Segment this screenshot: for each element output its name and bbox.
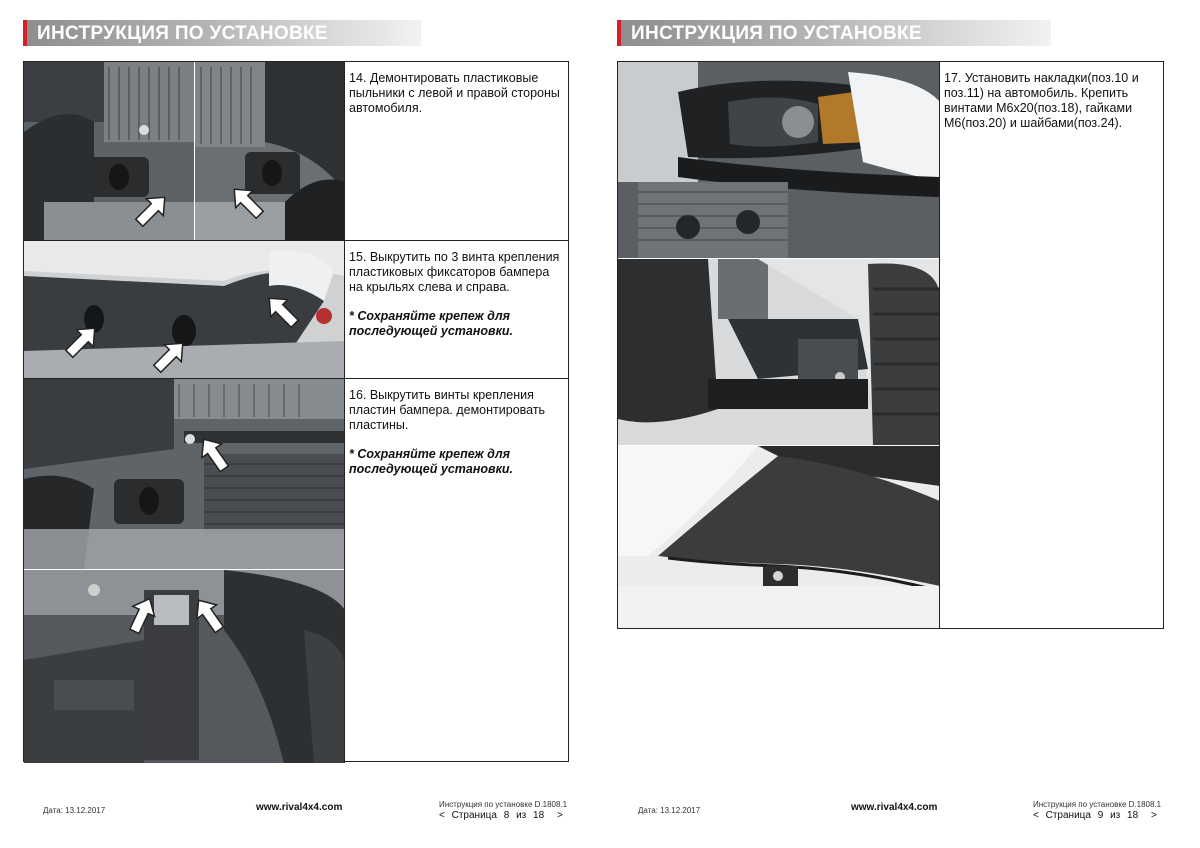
- step-14-text-cell: [345, 62, 568, 240]
- step-row-17: [618, 62, 1163, 628]
- next-page-button[interactable]: >: [1150, 810, 1157, 821]
- step-15-description: 15. Выкрутить по 3 винта крепления пластиковых фиксаторов бампера на крыльях слева и справа.: [349, 250, 560, 294]
- step-17-photo-headlight: [618, 62, 940, 258]
- step-15-photos: [24, 241, 345, 378]
- step-15-photo: [24, 241, 345, 378]
- step-16-description: 16. Выкрутить винты крепления пластин бампера. демонтировать пластины.: [349, 388, 546, 432]
- step-17-description: 17. Установить накладки(поз.10 и поз.11) на автомобиль. Крепить винтами М6х20(поз.18), гайками М6(поз.20) и шайбами(поз.24).: [944, 71, 1139, 130]
- footer-website-link[interactable]: www.rival4x4.com: [256, 802, 343, 813]
- page-9: [600, 0, 1200, 848]
- footer-pager: [439, 810, 567, 821]
- step-row-14: [24, 62, 568, 240]
- pager-current-page: 9: [1097, 810, 1104, 821]
- step-14-description: 14. Демонтировать пластиковые пыльники с левой и правой стороны автомобиля.: [349, 71, 560, 115]
- pager-of-label: из: [516, 810, 527, 821]
- pager-current-page: 8: [503, 810, 510, 821]
- step-16-photos: [24, 379, 345, 763]
- page-header: [617, 20, 1051, 46]
- footer-pager: [1033, 810, 1161, 821]
- pager-page-label: Страница: [1045, 810, 1091, 821]
- pager-of-label: из: [1110, 810, 1121, 821]
- step-14-photo-right: [195, 62, 345, 240]
- footer-date: Дата: 13.12.2017: [43, 806, 106, 815]
- next-page-button[interactable]: >: [556, 810, 563, 821]
- footer-document-code: Инструкция по установке D.1808.1: [439, 800, 568, 809]
- step-row-15: [24, 240, 568, 378]
- pager-total-pages: 18: [533, 810, 545, 821]
- step-row-16: [24, 378, 568, 763]
- footer-document-code: Инструкция по установке D.1808.1: [1033, 800, 1162, 809]
- step-17-photo-bracket: [618, 259, 940, 445]
- step-16-note: * Сохраняйте крепеж для последующей установки.: [349, 447, 514, 476]
- instruction-table: [23, 61, 569, 762]
- pager-page-label: Страница: [451, 810, 497, 821]
- step-15-note: * Сохраняйте крепеж для последующей установки.: [349, 309, 514, 338]
- step-14-photo-left: [24, 62, 194, 240]
- prev-page-button[interactable]: <: [439, 810, 445, 821]
- pager-total-pages: 18: [1127, 810, 1139, 821]
- prev-page-button[interactable]: <: [1033, 810, 1039, 821]
- footer-date: Дата: 13.12.2017: [638, 806, 701, 815]
- step-17-photos: [618, 62, 940, 628]
- instruction-table: [617, 61, 1164, 629]
- footer-website-link[interactable]: www.rival4x4.com: [851, 802, 938, 813]
- page-header: [23, 20, 421, 46]
- step-16-photo-bottom: [24, 570, 345, 763]
- step-14-photos: [24, 62, 345, 240]
- step-17-photo-installed-trim: [618, 446, 940, 628]
- page-header-title: ИНСТРУКЦИЯ ПО УСТАНОВКЕ: [631, 23, 922, 44]
- step-16-photo-top: [24, 379, 345, 569]
- step-17-text-cell: [940, 62, 1163, 628]
- step-16-text-cell: [345, 379, 568, 763]
- step-15-text-cell: [345, 241, 568, 378]
- page-header-title: ИНСТРУКЦИЯ ПО УСТАНОВКЕ: [37, 23, 328, 44]
